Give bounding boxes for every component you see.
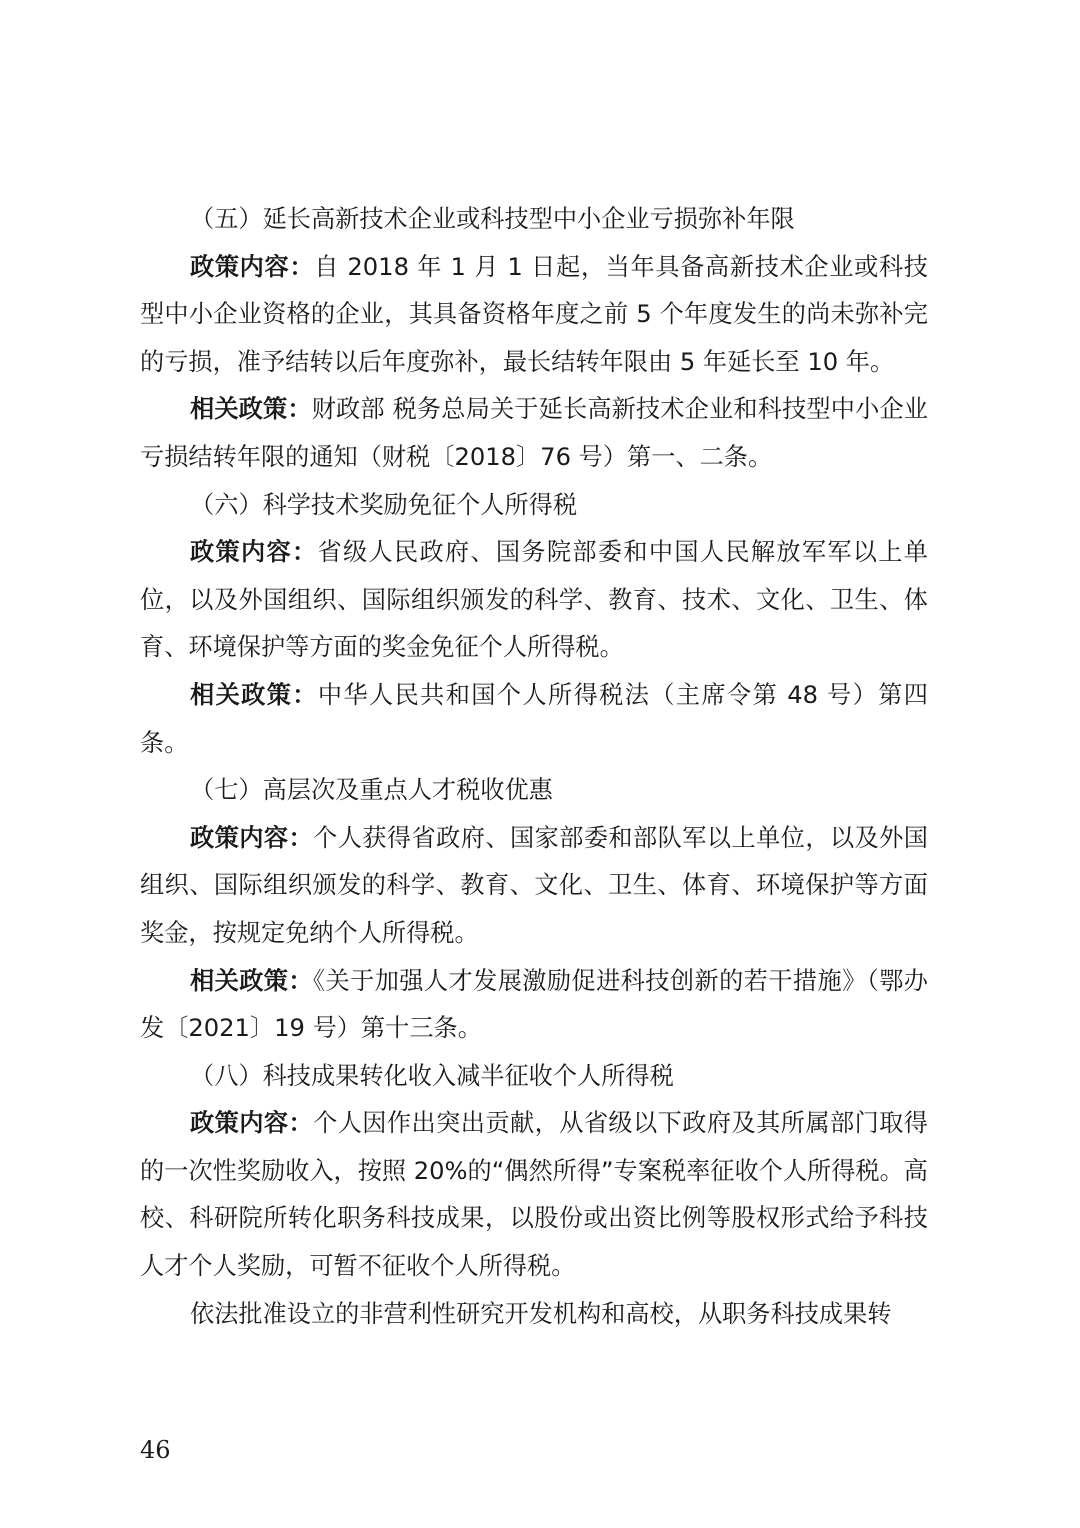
policy-content-label: 政策内容：: [190, 538, 318, 567]
policy-content-text: 个人因作出突出贡献，从省级以下政府及其所属部门取得的一次性奖励收入，按照 20%的“偶然所得”专案税率征收个人所得税。高校、科研院所转化职务科技成果，以股份或出资比例等股权形式给予科技人才个人奖励，可暂不征收个人所得税。: [140, 1109, 928, 1281]
section-heading: （八）科技成果转化收入减半征收个人所得税: [190, 1061, 674, 1090]
policy-paragraph: [140, 1100, 928, 1290]
policy-paragraph: [140, 244, 928, 387]
related-policy-label: 相关政策：: [190, 680, 318, 709]
related-policy-paragraph: [140, 672, 928, 767]
related-policy-label: 相关政策：: [190, 395, 312, 424]
section-heading: （五）延长高新技术企业或科技型中小企业亏损弥补年限: [190, 205, 795, 233]
section-heading: （七）高层次及重点人才税收优惠: [190, 776, 553, 805]
related-policy-label: 相关政策：: [190, 966, 313, 995]
related-policy-text: 财政部 税务总局关于延长高新技术企业和科技型中小企业亏损结转年限的通知（财税〔2018〕76 号）第一、二条。: [140, 395, 928, 471]
policy-content-text: 个人获得省政府、国家部委和部队军以上单位，以及外国组织、国际组织颁发的科学、教育、文化、卫生、体育、环境保护等方面奖金，按规定免纳个人所得税。: [140, 823, 928, 947]
related-policy-paragraph: [140, 958, 928, 1053]
policy-paragraph: [140, 815, 928, 958]
related-policy-paragraph: [140, 386, 928, 481]
policy-content-label: 政策内容：: [190, 252, 315, 281]
page-number: 46: [140, 1436, 171, 1464]
policy-content-text: 自 2018 年 1 月 1 日起，当年具备高新技术企业或科技型中小企业资格的企业，其具备资格年度之前 5 个年度发生的尚未弥补完的亏损，准予结转以后年度弥补，最长结转年限由 5 年延长至 10 年。: [140, 252, 928, 376]
policy-content-label: 政策内容：: [190, 1109, 314, 1138]
policy-content-label: 政策内容：: [190, 823, 314, 852]
policy-paragraph: [140, 529, 928, 672]
policy-content-text: 省级人民政府、国务院部委和中国人民解放军军以上单位，以及外国组织、国际组织颁发的科学、教育、技术、文化、卫生、体育、环境保护等方面的奖金免征个人所得税。: [140, 538, 928, 662]
section-heading: （六）科学技术奖励免征个人所得税: [190, 490, 578, 519]
document-body: [140, 196, 928, 1338]
related-policy-text: 《关于加强人才发展激励促进科技创新的若干措施》（鄂办发〔2021〕19 号）第十三条。: [140, 966, 928, 1043]
related-policy-text: 中华人民共和国个人所得税法（主席令第 48 号）第四条。: [140, 680, 928, 757]
continuation-paragraph: 依法批准设立的非营利性研究开发机构和高校，从职务科技成果转: [190, 1299, 892, 1328]
